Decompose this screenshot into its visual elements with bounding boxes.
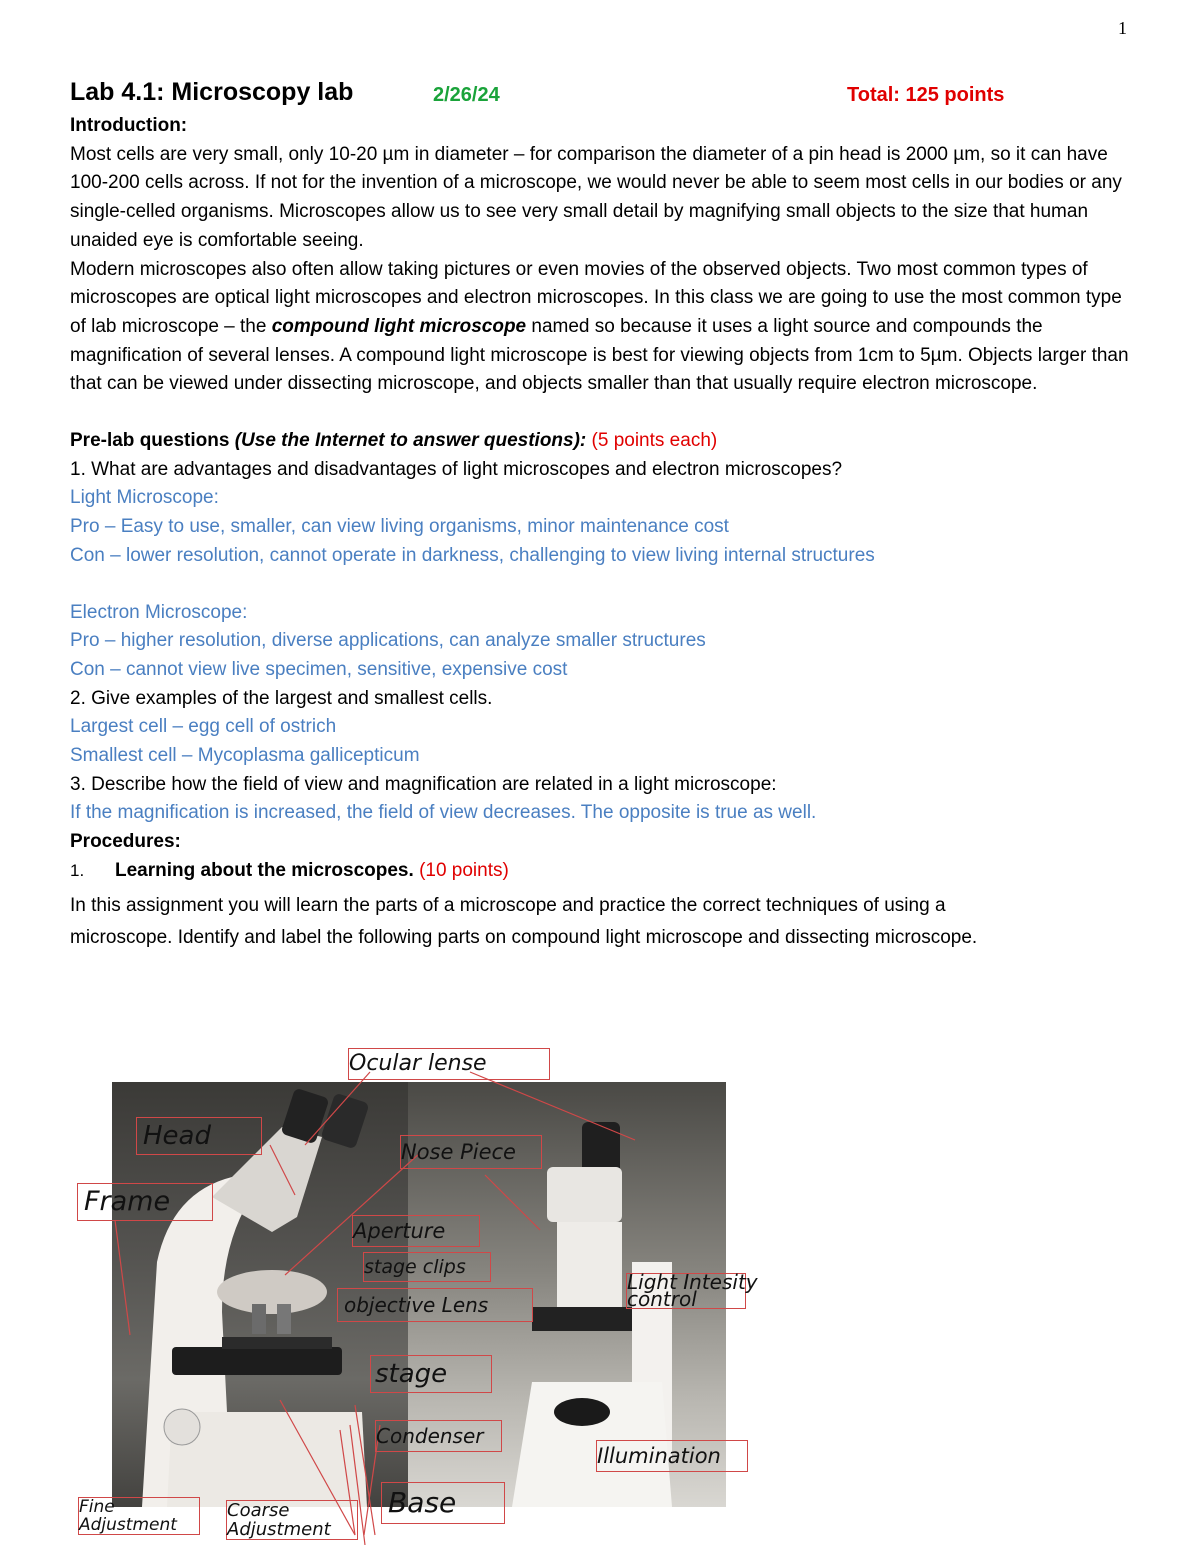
answer-3: If the magnification is increased, the field of view decreases. The opposite is true as well. xyxy=(70,802,817,824)
question-1: 1. What are advantages and disadvantages of light microscopes and electron microscopes? xyxy=(70,458,843,480)
procedure-points: (10 points) xyxy=(419,859,509,881)
prelab-title: Pre-lab questions xyxy=(70,430,230,452)
label-coarse-adjustment: Coarse Adjustment xyxy=(226,1500,358,1540)
question-2: 2. Give examples of the largest and smallest cells. xyxy=(70,687,493,709)
label-head: Head xyxy=(136,1117,262,1155)
answer-1b-line: Con – cannot view live specimen, sensitive, expensive cost xyxy=(70,658,568,680)
answer-1-line: Pro – Easy to use, smaller, can view living organisms, minor maintenance cost xyxy=(70,516,729,538)
para2-end: named so because it uses a light source and compounds the magnification of several lenses. A compound light microscope is best for viewing objects from 1cm to 5µm. Objects larger than that can be viewed under dissecting microscope, and objects smaller than that usually require electron microscope. xyxy=(70,315,1129,395)
label-stage-clips: stage clips xyxy=(363,1252,491,1282)
answer-2-line: Largest cell – egg cell of ostrich xyxy=(70,716,337,738)
procedure-number: 1. xyxy=(70,860,85,880)
prelab-points: (5 points each) xyxy=(591,430,718,452)
answer-1b-line: Pro – higher resolution, diverse applications, can analyze smaller structures xyxy=(70,630,706,652)
para2-start: Modern microscopes also often allow taking pictures or even movies of the observed objects. Two most common types of microscopes are optical light microscopes and electron microscopes. In this class we are going to use the most common type of lab microscope – the xyxy=(70,258,1122,337)
label-illumination: Illumination xyxy=(596,1440,748,1472)
para2-emphasis: compound light microscope xyxy=(271,315,527,337)
question-3: 3. Describe how the field of view and magnification are related in a light microscope: xyxy=(70,773,777,795)
label-stage: stage xyxy=(370,1355,492,1393)
page-number: 1 xyxy=(1118,18,1127,38)
label-frame: Frame xyxy=(77,1183,213,1221)
answer-1-line: Light Microscope: xyxy=(70,487,219,509)
procedures-heading: Procedures: xyxy=(70,831,181,853)
date: 2/26/24 xyxy=(433,84,500,106)
label-fine-adjustment: Fine Adjustment xyxy=(78,1497,200,1535)
answer-2-line: Smallest cell – Mycoplasma gallicepticum xyxy=(70,745,420,767)
prelab-heading xyxy=(70,427,1130,456)
label-ocular-lens: Ocular lense xyxy=(348,1048,550,1080)
answer-1b-line: Electron Microscope: xyxy=(70,601,248,623)
label-nose-piece: Nose Piece xyxy=(400,1135,542,1169)
intro-paragraph-1: Most cells are very small, only 10-20 µm in diameter – for comparison the diameter of a pin head is 2000 µm, so it can have 100-200 cells across. If not for the invention of a microscope, we would never be able to seem most cells in our bodies or any single-celled organisms. Microscopes allow us to see very small detail by magnifying small objects to the size that human unaided eye is comfortable seeing. xyxy=(70,143,1122,251)
introduction-heading: Introduction: xyxy=(70,115,188,136)
procedure-item-1 xyxy=(70,857,1130,886)
label-objective-lens: objective Lens xyxy=(337,1288,533,1322)
intro-paragraph-2 xyxy=(70,256,1130,400)
label-condenser: Condenser xyxy=(375,1420,502,1452)
prelab-note: (Use the Internet to answer questions): xyxy=(234,430,587,452)
document-body xyxy=(70,78,1130,955)
procedure-title: Learning about the microscopes. xyxy=(115,859,414,881)
total-points: Total: 125 points xyxy=(847,84,1005,106)
title-row xyxy=(70,78,1130,112)
label-aperture-box: Aperture xyxy=(352,1215,480,1247)
label-light-intensity: Light Intesity control xyxy=(627,1270,758,1311)
page-title: Lab 4.1: Microscopy lab xyxy=(70,78,354,106)
labeled-microscope-figure xyxy=(70,1035,770,1545)
procedure-text: In this assignment you will learn the parts of a microscope and practice the correct techniques of using a microscope. Identify and label the following parts on compound light microscope and dissecting microscope. xyxy=(70,894,978,949)
answer-1-line: Con – lower resolution, cannot operate in darkness, challenging to view living internal structures xyxy=(70,544,875,566)
label-base: Base xyxy=(381,1482,505,1524)
